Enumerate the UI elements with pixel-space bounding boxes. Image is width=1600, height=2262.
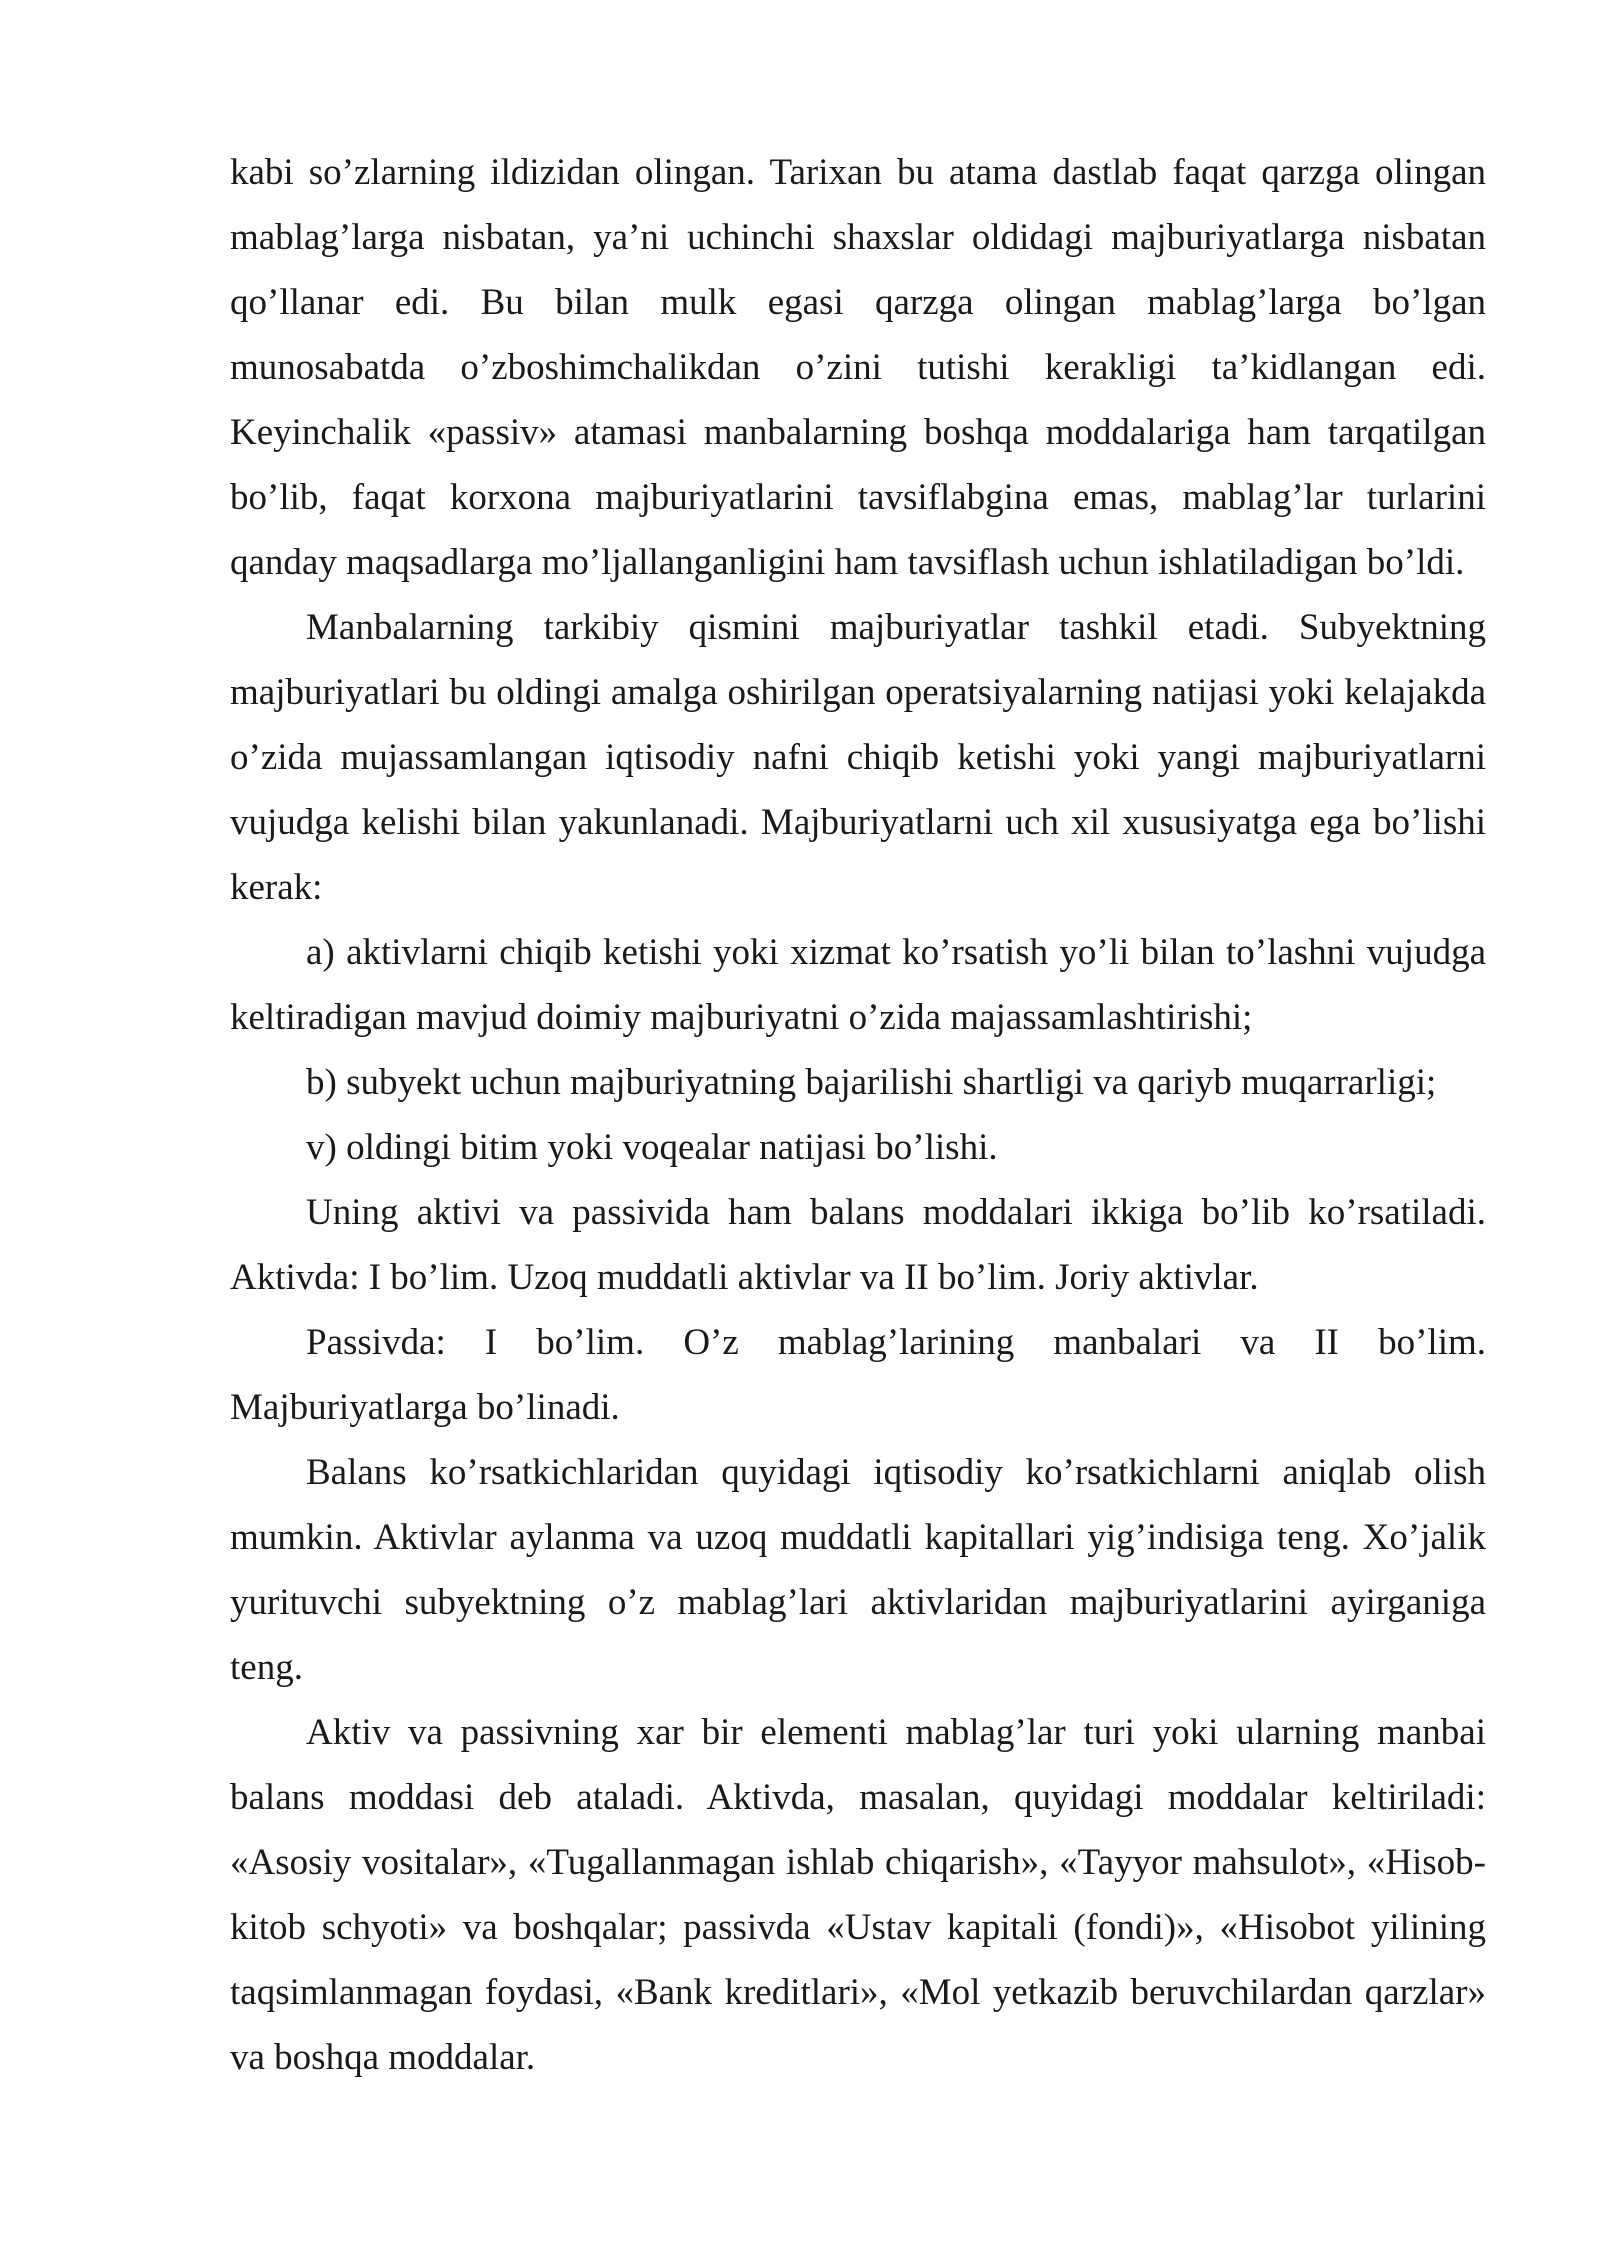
paragraph-passives: Passivda: I bo’lim. O’z mablag’larining manbalari va II bo’lim. Majburiyatlarga bo’linadi. [230, 1322, 1486, 1428]
list-item-a: a) aktivlarni chiqib ketishi yoki xizmat ko’rsatish yo’li bilan to’lashni vujudga keltiradigan mavjud doimiy majburiyatni o’zida majassamlashtirishi; [230, 932, 1486, 1038]
paragraph-balance-items: Aktiv va passivning xar bir elementi mablag’lar turi yoki ularning manbai balans moddasi deb ataladi. Aktivda, masalan, quyidagi moddalar keltiriladi: «Asosiy vositalar», «Tugallanmagan ishlab chiqarish», «Tayyor mahsulot», «Hisob-kitob schyoti» va boshqalar; passivda «Ustav kapitali (fondi)», «Hisobot yilining taqsimlanmagan foydasi, «Bank kreditlari», «Mol yetkazib beruvchilardan qarzlar» va boshqa moddalar. [230, 1712, 1486, 2078]
list-item-b: b) subyekt uchun majburiyatning bajarilishi shartligi va qariyb muqarrarligi; [306, 1062, 1437, 1103]
paragraph-assets: Uning aktivi va passivida ham balans moddalari ikkiga bo’lib ko’rsatiladi. Aktivda: I bo’lim. Uzoq muddatli aktivlar va II bo’lim. Joriy aktivlar. [230, 1192, 1486, 1298]
paragraph-continuation: kabi so’zlarning ildizidan olingan. Tarixan bu atama dastlab faqat qarzga olingan mablag’larga nisbatan, ya’ni uchinchi shaxslar oldidagi majburiyatlarga nisbatan qo’llanar edi. Bu bilan mulk egasi qarzga olingan mablag’larga bo’lgan munosabatda o’zboshimchalikdan o’zini tutishi kerakligi ta’kidlangan edi. Keyinchalik «passiv» atamasi manbalarning boshqa moddalariga ham tarqatilgan bo’lib, faqat korxona majburiyatlarini tavsiflabgina emas, mablag’lar turlarini qanday maqsadlarga mo’ljallanganligini ham tavsiflash uchun ishlatiladigan bo’ldi. [230, 152, 1486, 583]
list-item-v: v) oldingi bitim yoki voqealar natijasi bo’lishi. [306, 1127, 998, 1168]
paragraph-liabilities: Manbalarning tarkibiy qismini majburiyatlar tashkil etadi. Subyektning majburiyatlari bu oldingi amalga oshirilgan operatsiyalarning natijasi yoki kelajakda o’zida mujassamlangan iqtisodiy nafni chiqib ketishi yoki yangi majburiyatlarni vujudga kelishi bilan yakunlanadi. Majburiyatlarni uch xil xususiyatga ega bo’lishi kerak: [230, 607, 1486, 908]
paragraph-indicators: Balans ko’rsatkichlaridan quyidagi iqtisodiy ko’rsatkichlarni aniqlab olish mumkin. Aktivlar aylanma va uzoq muddatli kapitallari yig’indisiga teng. Xo’jalik yurituvchi subyektning o’z mablag’lari aktivlaridan majburiyatlarini ayirganiga teng. [230, 1452, 1486, 1688]
document-page [230, 140, 1486, 2090]
